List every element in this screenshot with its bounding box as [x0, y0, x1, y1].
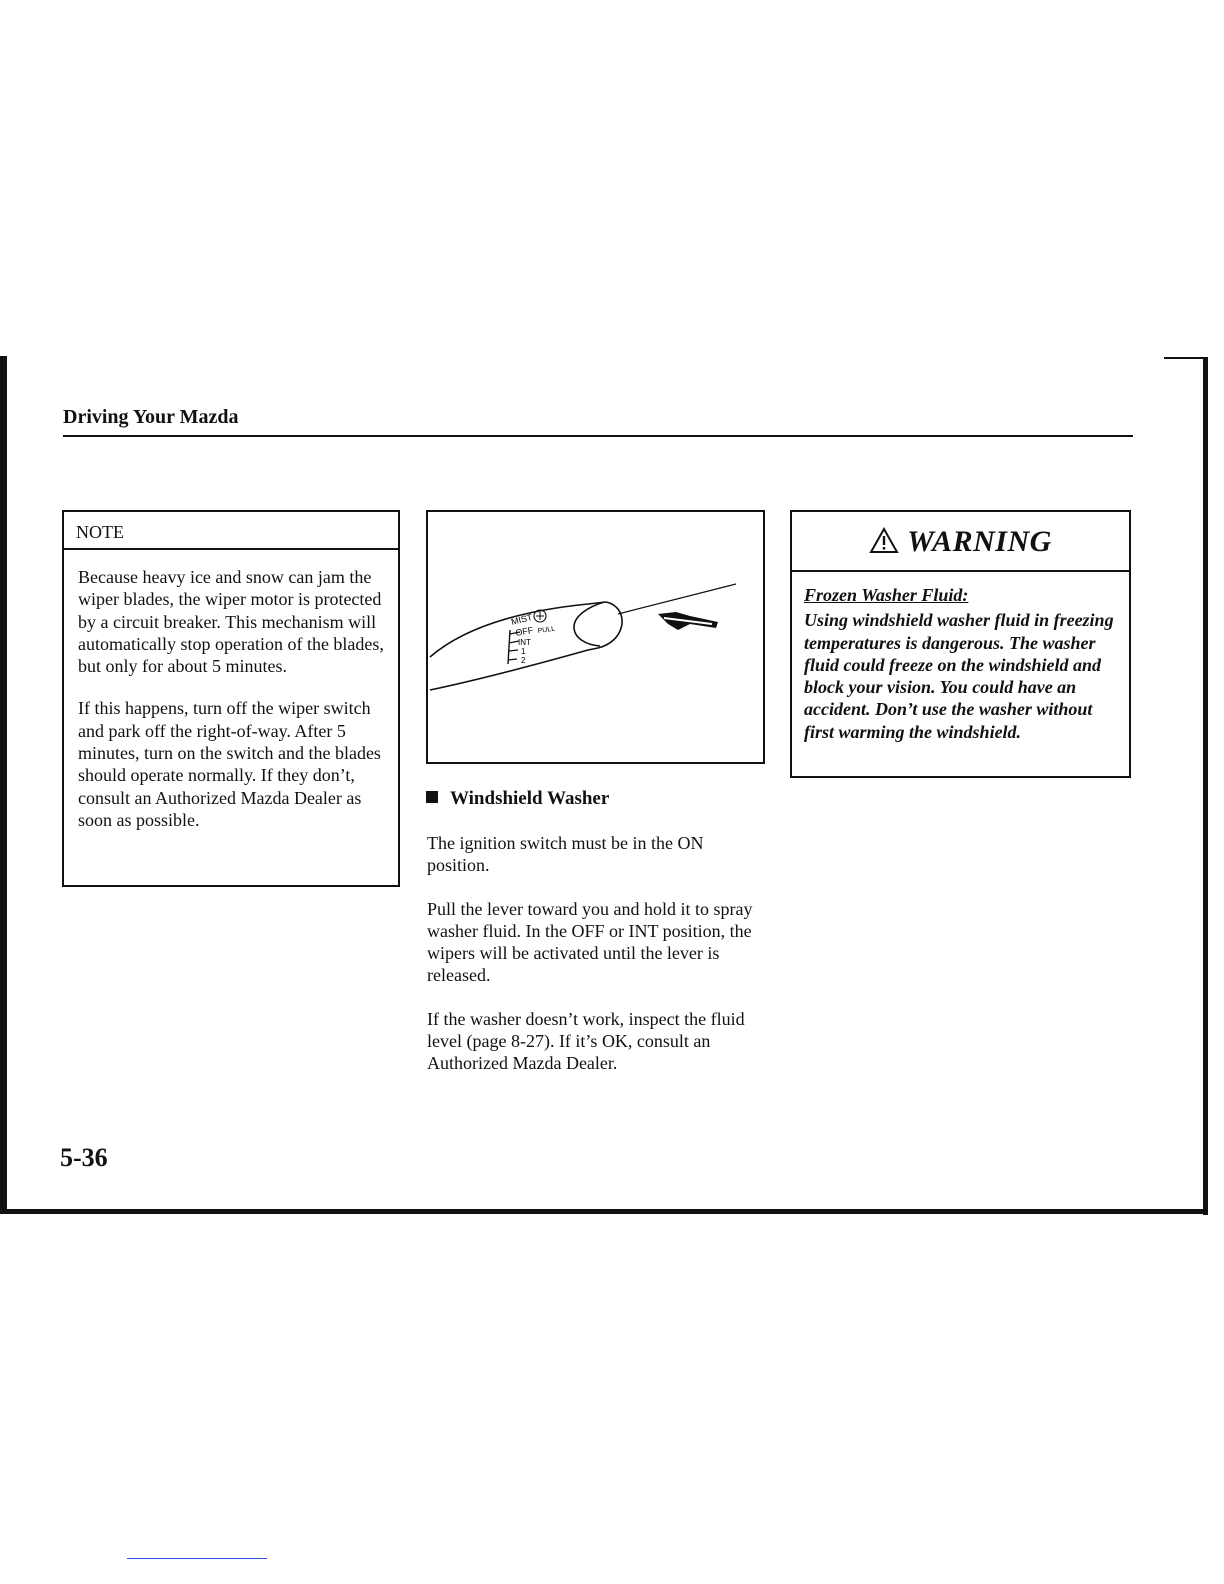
lever-label-int: INT — [518, 638, 531, 647]
lever-label-pull: PULL — [537, 625, 556, 635]
lever-label-2: 2 — [521, 656, 526, 665]
warning-box — [790, 510, 1131, 778]
page-border-tick — [1164, 357, 1208, 359]
page-header-title: Driving Your Mazda — [63, 406, 239, 428]
page-border-bottom — [0, 1209, 1208, 1214]
page-number: 5-36 — [60, 1143, 108, 1172]
wiper-lever-figure — [426, 510, 765, 764]
note-paragraph: If this happens, turn off the wiper switch and park off the right-of-way. After 5 minutes, turn on the switch and the blades should operate normally. If they don’t, consult an Authorized Mazda Dealer as soon as possible. — [78, 698, 381, 830]
pull-arrow-icon — [658, 612, 718, 630]
note-body — [64, 550, 398, 831]
warning-subheading: Frozen Washer Fluid: — [804, 585, 969, 605]
washer-body — [427, 832, 765, 1096]
wiper-lever-icon — [428, 512, 763, 762]
body-paragraph: If the washer doesn’t work, inspect the fluid level (page 8-27). If it’s OK, consult an Authorized Mazda Dealer. — [427, 1008, 745, 1074]
note-paragraph: Because heavy ice and snow can jam the wiper blades, the wiper motor is protected by a circuit breaker. This mechanism will automatically stop operation of the blades, but only for about 5 minutes. — [78, 567, 384, 677]
section-heading-text: Windshield Washer — [450, 788, 610, 809]
lever-label-off: OFF — [514, 624, 535, 638]
note-heading: NOTE — [64, 512, 398, 550]
header-rule — [63, 435, 1133, 437]
washer-spray-icon — [534, 610, 546, 622]
bottom-rule — [127, 1558, 267, 1559]
warning-body — [792, 572, 1129, 743]
body-paragraph: Pull the lever toward you and hold it to spray washer fluid. In the OFF or INT position, the wipers will be activated until the lever is released. — [427, 898, 753, 986]
page-border-right — [1203, 357, 1208, 1215]
page-border-left — [0, 356, 7, 1214]
warning-text: Using windshield washer fluid in freezing temperatures is dangerous. The washer fluid could freeze on the windshield and block your vision. You could have an accident. Don’t use the washer without first warming the windshield. — [804, 610, 1114, 742]
body-paragraph: The ignition switch must be in the ON position. — [427, 833, 704, 876]
warning-heading — [792, 512, 1129, 572]
warning-title: WARNING — [907, 525, 1052, 558]
lever-label-mist: MIST — [510, 612, 534, 627]
note-box — [62, 510, 400, 887]
section-heading — [426, 788, 609, 810]
lever-label-1: 1 — [521, 647, 526, 656]
warning-triangle-icon — [869, 527, 899, 554]
square-bullet-icon — [426, 791, 438, 803]
